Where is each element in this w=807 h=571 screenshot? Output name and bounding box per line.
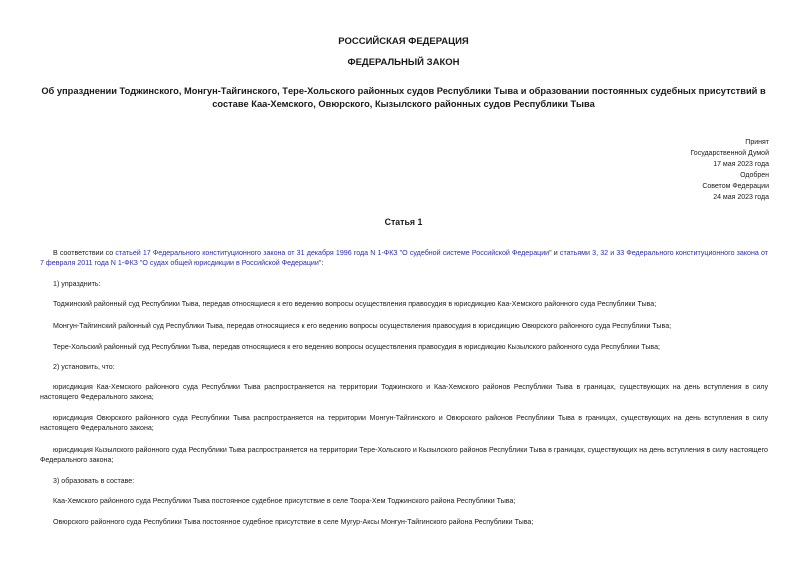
intro-suffix: : bbox=[321, 259, 324, 268]
law-type-heading: ФЕДЕРАЛЬНЫЙ ЗАКОН bbox=[347, 57, 460, 68]
clause-3-item-2: Овюрского районного суда Республики Тыва постоянное судебное присутствие в селе Мугур-Аксы Монгун-Тайгинского района Республики Тыва; bbox=[53, 518, 534, 526]
intro-prefix: В соответствии со bbox=[53, 249, 116, 257]
intro-paragraph bbox=[40, 248, 768, 269]
clause-1-item-1: Тоджинский районный суд Республики Тыва, передав относящиеся к его ведению вопросы осуществления правосудия в юрисдикцию Каа-Хемского районного суда Республики Тыва; bbox=[53, 300, 657, 308]
adopted-by: Государственной Думой bbox=[690, 150, 769, 158]
clause-1-item-2: Монгун-Тайгинский районный суд Республики Тыва, передав относящиеся к его ведению вопросы осуществления правосудия в юрисдикцию Овюрского районного суда Республики Тыва; bbox=[53, 322, 672, 330]
article-heading: Статья 1 bbox=[384, 217, 423, 227]
federation-heading: РОССИЙСКАЯ ФЕДЕРАЦИЯ bbox=[338, 36, 469, 47]
clause-2-item-1: юрисдикция Каа-Хемского районного суда Республики Тыва распространяется на территории Тоджинского и Каа-Хемского районов Республики Тыва в границах, существующих на день вступления в силу настоящего Федерального закона; bbox=[40, 383, 768, 402]
law-title: Об упразднении Тоджинского, Монгун-Тайгинского, Tере-Хольского районных судов Республики Тыва и образовании постоянных судебных присутствий в составе Каа-Хемского, Овюрского, Кызылского районных судов Республики Тыва bbox=[41, 86, 766, 109]
clause-1-item-3: Тере-Хольский районный суд Республики Тыва, передав относящиеся к его ведению вопросы осуществления правосудия в юрисдикцию Кызылского районного суда Республики Тыва; bbox=[53, 343, 661, 351]
clause-3-item-1: Каа-Хемского районного суда Республики Тыва постоянное судебное присутствие в селе Тоора-Хем Тоджинского района Республики Тыва; bbox=[53, 497, 516, 505]
law-link-2[interactable]: статьями 3, 32 и 33 Федерального конституционного закона от 7 февраля 2011 года N 1-ФКЗ "О судах общей юрисдикции в Российской Федерации" bbox=[40, 249, 768, 268]
intro-mid: и bbox=[551, 249, 560, 257]
clause-2-item-3: юрисдикция Кызылского районного суда Республики Тыва распространяется на территории Тере-Хольского и Кызылского районов Республики Тыва в границах, существующих на день вступления в силу настоящего Федерального закона; bbox=[40, 446, 768, 465]
approved-date: 24 мая 2023 года bbox=[713, 194, 769, 202]
approved-by: Советом Федерации bbox=[702, 183, 769, 191]
law-link-1[interactable]: статьей 17 Федерального конституционного закона от 31 декабря 1996 года N 1-ФКЗ "О судебной системе Российской Федерации" bbox=[115, 249, 552, 257]
clause-2-item-2: юрисдикция Овюрского районного суда Республики Тыва распространяется на территории Монгун-Тайгинского и Овюрского районов Республики Тыва в границах, существующих на день вступления в силу настоящего Федерального закона; bbox=[40, 414, 768, 433]
clause-3: 3) образовать в составе: bbox=[53, 477, 135, 485]
adopted-label: Принят bbox=[745, 139, 769, 146]
clause-1: 1) упразднить: bbox=[53, 280, 101, 288]
adopted-date: 17 мая 2023 года bbox=[713, 161, 769, 169]
approved-label: Одобрен bbox=[740, 172, 769, 180]
adoption-block bbox=[569, 137, 769, 204]
clause-2: 2) установить, что: bbox=[53, 363, 115, 371]
